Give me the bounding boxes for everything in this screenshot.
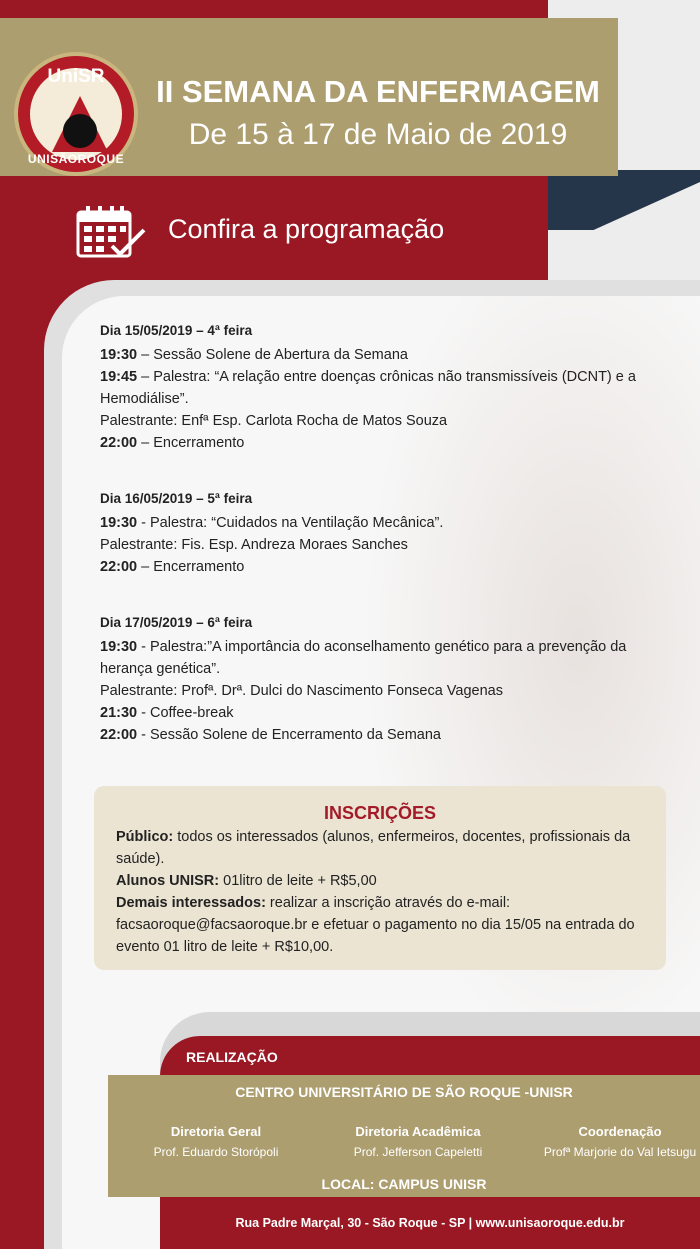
- item-time: 22:00: [100, 559, 138, 575]
- program-heading: Confira a programação: [168, 214, 445, 244]
- header-banner: [0, 18, 618, 176]
- role-person: Prof. Eduardo Storópoli: [153, 1145, 279, 1159]
- role-title: Diretoria Acadêmica: [355, 1124, 481, 1139]
- schedule-item: [100, 344, 660, 366]
- item-text: Palestrante: Fis. Esp. Andreza Moraes Sanches: [100, 537, 408, 553]
- logo-dot-icon: [63, 114, 97, 148]
- schedule-item: [100, 636, 660, 680]
- role-diretoria-academica: [318, 1124, 518, 1160]
- day-block: [100, 612, 660, 746]
- schedule-item: [100, 724, 660, 746]
- item-text: Encerramento: [153, 559, 245, 575]
- schedule-item: [100, 702, 660, 724]
- schedule-item: [100, 556, 660, 578]
- schedule-item: [100, 534, 660, 556]
- item-separator: –: [137, 347, 154, 363]
- organization-name: CENTRO UNIVERSITÁRIO DE SÃO ROQUE -UNISR: [235, 1084, 573, 1100]
- item-time: 19:30: [100, 347, 138, 363]
- role-diretoria-geral: [116, 1124, 316, 1160]
- day-block: [100, 320, 660, 454]
- item-time: 21:30: [100, 705, 138, 721]
- role-coordenacao: [540, 1124, 700, 1160]
- day-title: Dia 17/05/2019 – 6ª feira: [100, 615, 253, 630]
- item-text: Encerramento: [153, 435, 245, 451]
- item-text: Palestra: “A relação entre doenças crônicas não transmissíveis (DCNT) e a Hemodiálise”.: [100, 369, 636, 407]
- item-separator: –: [137, 559, 154, 575]
- schedule-item: [100, 680, 660, 702]
- role-title: Coordenação: [578, 1124, 662, 1139]
- day-title: Dia 15/05/2019 – 4ª feira: [100, 323, 253, 338]
- alunos-label: Alunos UNISR:: [116, 873, 220, 889]
- logo-top-text: UniSR: [47, 66, 105, 87]
- day-block: [100, 488, 660, 578]
- item-time: 22:00: [100, 727, 138, 743]
- publico-label: Público:: [116, 829, 174, 845]
- calendar-check-icon: [76, 204, 148, 260]
- unisr-logo: [14, 52, 138, 176]
- publico-text: todos os interessados (alunos, enfermeiros, docentes, profissionais da saúde).: [116, 829, 631, 867]
- item-text: Palestrante: Enfª Esp. Carlota Rocha de Matos Souza: [100, 413, 448, 429]
- schedule-item: [100, 512, 660, 534]
- alunos-text: 01litro de leite + R$5,00: [219, 873, 377, 889]
- item-time: 19:30: [100, 515, 138, 531]
- item-text: Coffee-break: [149, 705, 234, 721]
- alunos-line: [116, 870, 644, 892]
- item-text: Palestrante: Profª. Drª. Dulci do Nascimento Fonseca Vagenas: [100, 683, 503, 699]
- address-line: Rua Padre Marçal, 30 - São Roque - SP | www.unisaoroque.edu.br: [235, 1216, 625, 1230]
- demais-line: [116, 892, 644, 958]
- inscricoes-box: [94, 786, 666, 970]
- item-time: 22:00: [100, 435, 138, 451]
- item-text: Sessão Solene de Abertura da Semana: [153, 347, 408, 363]
- logo-bottom-text: UNISÃOROQUE: [27, 152, 125, 166]
- schedule-item: [100, 410, 660, 432]
- inscricoes-title: INSCRIÇÕES: [323, 803, 437, 823]
- item-text: Palestra: “Cuidados na Ventilação Mecânica”.: [149, 515, 444, 531]
- item-time: 19:30: [100, 639, 138, 655]
- day-title: Dia 16/05/2019 – 5ª feira: [100, 491, 253, 506]
- event-dates: De 15 à 17 de Maio de 2019: [188, 118, 568, 151]
- event-location: LOCAL: CAMPUS UNISR: [321, 1176, 487, 1192]
- demais-label: Demais interessados:: [116, 895, 266, 911]
- item-separator: -: [137, 727, 150, 743]
- item-separator: -: [137, 705, 150, 721]
- schedule-item: [100, 366, 660, 410]
- schedule: [100, 320, 660, 780]
- schedule-item: [100, 432, 660, 454]
- role-person: Profª Marjorie do Val Ietsugu: [543, 1145, 697, 1159]
- demais-text: realizar a inscrição através do e-mail: facsaoroque@facsaoroque.br e efetuar o pagamento no dia 15/05 na entrada do evento 01 litro de leite + R$10,00.: [116, 895, 635, 955]
- event-title: II SEMANA DA ENFERMAGEM: [156, 74, 600, 109]
- item-time: 19:45: [100, 369, 138, 385]
- realizacao-label: REALIZAÇÃO: [186, 1049, 278, 1065]
- role-person: Prof. Jefferson Capeletti: [353, 1145, 483, 1159]
- item-separator: -: [137, 639, 150, 655]
- role-title: Diretoria Geral: [170, 1124, 262, 1139]
- publico-line: [116, 826, 644, 870]
- item-separator: –: [137, 369, 154, 385]
- item-text: Palestra:”A importância do aconselhamento genético para a prevenção da herança genética”.: [100, 639, 627, 677]
- item-separator: -: [137, 515, 150, 531]
- item-separator: –: [137, 435, 154, 451]
- item-text: Sessão Solene de Encerramento da Semana: [149, 727, 441, 743]
